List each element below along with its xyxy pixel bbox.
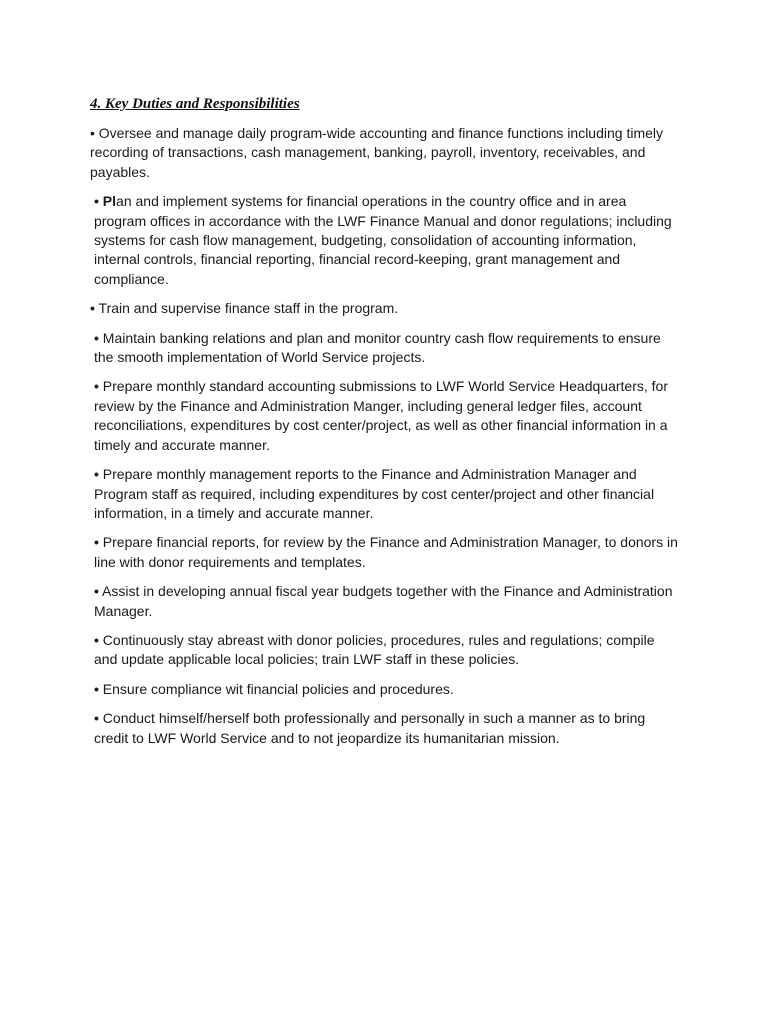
duty-paragraph	[90, 680, 680, 699]
duty-paragraph	[90, 582, 680, 621]
duty-text: Assist in developing annual fiscal year budgets together with the Finance and Administration Manager.	[94, 583, 673, 619]
document-body	[90, 94, 680, 758]
bullet-icon: •	[94, 329, 99, 346]
bullet-icon: •	[94, 466, 99, 483]
duty-paragraph	[90, 192, 680, 289]
duty-text: Maintain banking relations and plan and monitor country cash flow requirements to ensure the smooth implementation of World Service projects.	[94, 329, 661, 366]
duty-paragraph	[90, 377, 680, 455]
duty-paragraph	[90, 124, 680, 182]
duty-text: Oversee and manage daily program-wide accounting and finance functions including timely recording of transactions, cash management, banking, payroll, inventory, receivables, and payables.	[90, 125, 664, 180]
bullet-icon: •	[94, 193, 99, 210]
duty-bold-fragment: Pl	[98, 193, 117, 210]
duty-text: Conduct himself/herself both professionally and personally in such a manner as to bring credit to LWF World Service and to not jeopardize its humanitarian mission.	[94, 710, 646, 746]
section-heading: 4. Key Duties and Responsibilities	[90, 96, 300, 112]
duty-paragraph	[90, 533, 680, 572]
duty-text: Ensure compliance wit financial policies and procedures.	[98, 680, 454, 697]
bullet-icon: •	[94, 583, 99, 600]
duty-paragraph	[90, 631, 680, 670]
bullet-icon: •	[90, 125, 95, 141]
duty-text: Continuously stay abreast with donor policies, procedures, rules and regulations; compile and update applicable local policies; train LWF staff in these policies.	[94, 631, 655, 668]
duty-text: Train and supervise finance staff in the program.	[94, 300, 399, 317]
bullet-icon: •	[94, 710, 99, 727]
duty-text: Prepare financial reports, for review by the Finance and Administration Manager, to donors in line with donor requirements and templates.	[94, 534, 678, 570]
duty-paragraph	[90, 465, 680, 523]
bullet-icon: •	[94, 378, 99, 395]
duty-paragraph	[90, 709, 680, 748]
duty-text: an and implement systems for financial operations in the country office and in area program offices in accordance with the LWF Finance Manual and donor regulations; including systems for cash flow management, budgeting, consolidation of accounting information, internal controls, financial reporting, financial record-keeping, grant management and compliance.	[94, 193, 672, 287]
bullet-icon: •	[94, 680, 99, 697]
duty-text: Prepare monthly management reports to the Finance and Administration Manager and Program staff as required, including expenditures by cost center/project and other financial information, in a timely and accurate manner.	[94, 466, 655, 521]
bullet-icon: •	[94, 534, 99, 551]
duty-paragraph	[90, 299, 680, 318]
bullet-icon: •	[94, 631, 99, 648]
duty-paragraph	[90, 329, 680, 368]
duty-text: Prepare monthly standard accounting submissions to LWF World Service Headquarters, for review by the Finance and Administration Manger, including general ledger files, account reconciliations, expenditures by cost center/project, as well as other financial information in a timely and accurate manner.	[94, 378, 668, 453]
bullet-icon: •	[90, 300, 95, 317]
